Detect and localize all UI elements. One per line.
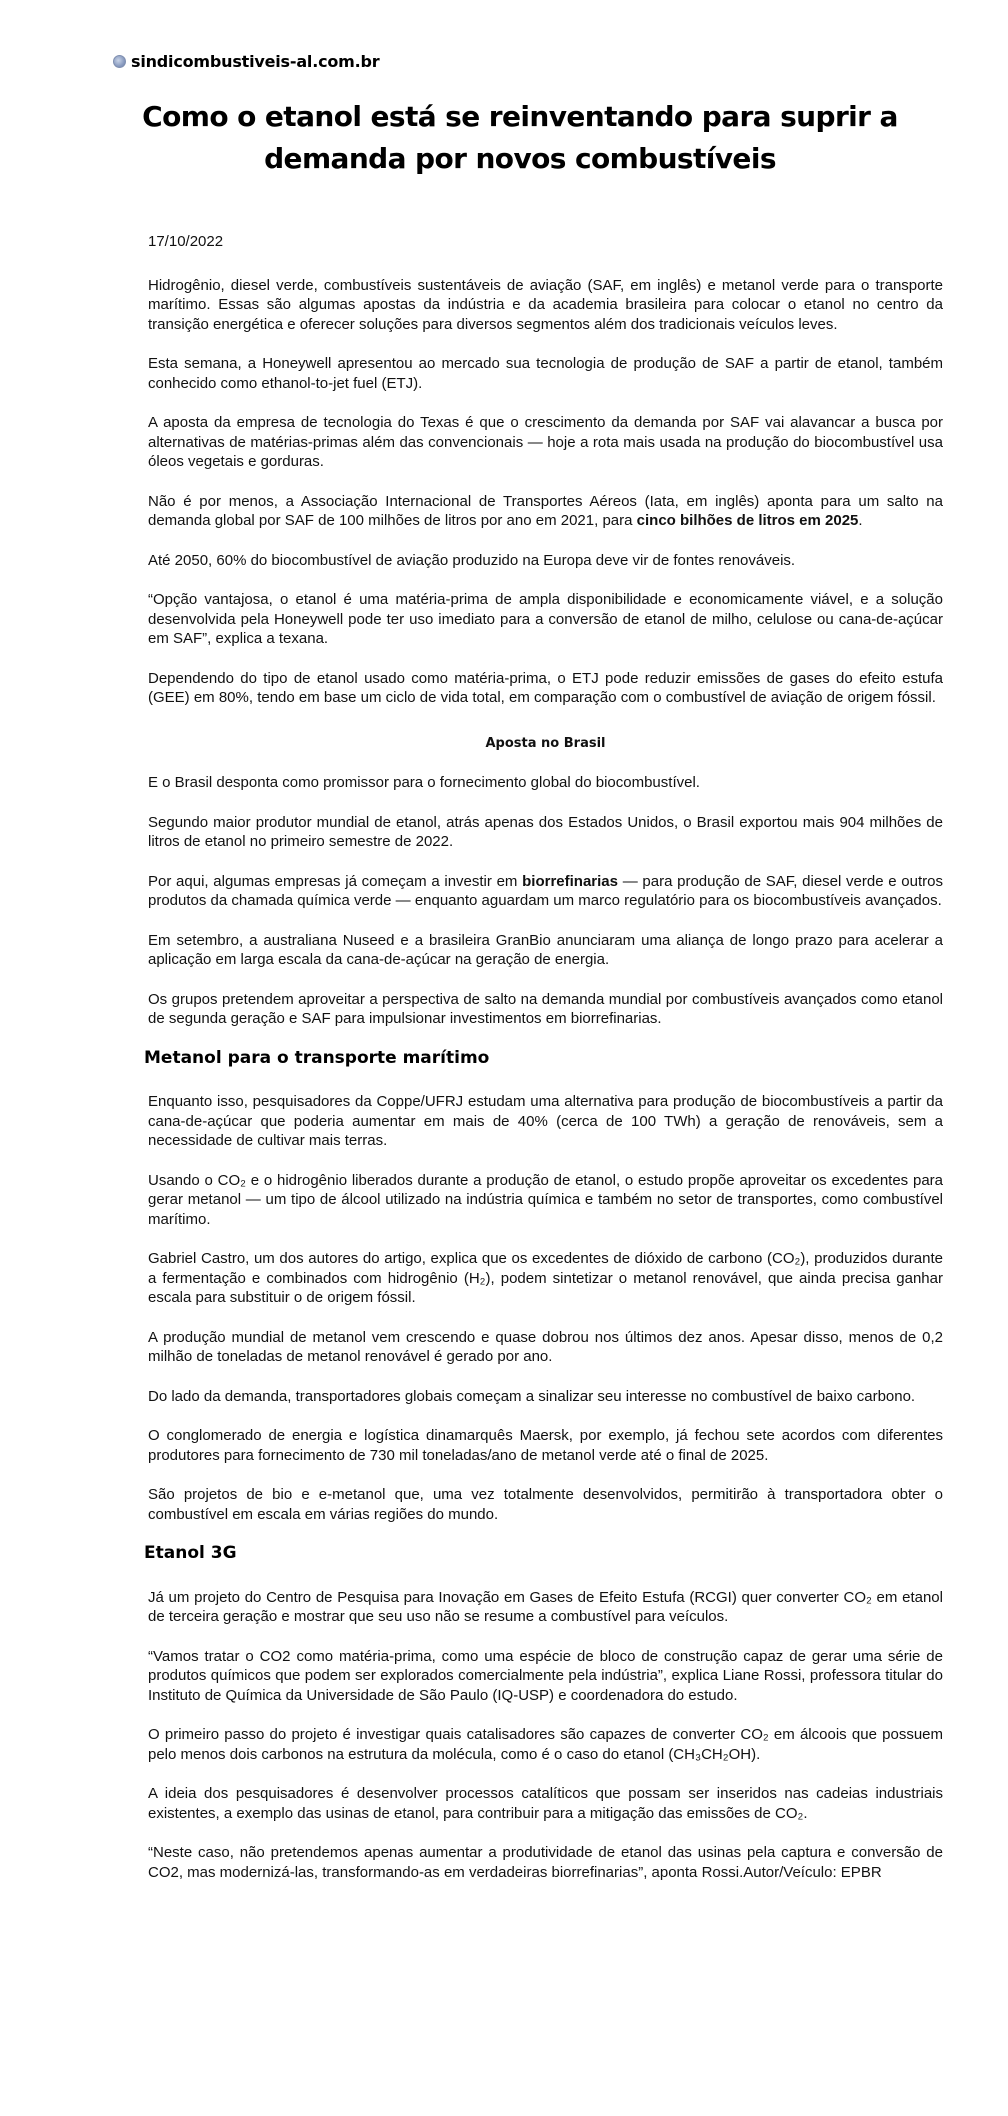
- paragraph: Dependendo do tipo de etanol usado como matéria-prima, o ETJ pode reduzir emissões de gases do efeito estufa (GEE) em 80%, tendo em base um ciclo de vida total, em comparação com o combustível de aviação de origem fóssil.: [148, 669, 943, 706]
- paragraph: Já um projeto do Centro de Pesquisa para Inovação em Gases de Efeito Estufa (RCGI) quer converter CO₂ em etanol de terceira geração e mostrar que seu uso não se resume a combustível para veículos.: [148, 1588, 943, 1625]
- paragraph: São projetos de bio e e-metanol que, uma vez totalmente desenvolvidos, permitirão à transportadora obter o combustível em escala em várias regiões do mundo.: [148, 1486, 943, 1523]
- bold-highlight: biorrefinarias: [522, 872, 618, 890]
- paragraph-text: — para produção de SAF, diesel verde e outros produtos da chamada química verde — enquanto aguardam um marco regulatório para os biocombustíveis avançados.: [148, 872, 943, 909]
- paragraph: Enquanto isso, pesquisadores da Coppe/UFRJ estudam uma alternativa para produção de biocombustíveis a partir da cana-de-açúcar que poderia aumentar em mais de 40% (cerca de 100 TWh) a geração de renováveis, sem a necessidade de cultivar mais terras.: [148, 1093, 943, 1149]
- paragraph: Em setembro, a australiana Nuseed e a brasileira GranBio anunciaram uma aliança de longo prazo para acelerar a aplicação em larga escala da cana-de-açúcar na geração de energia.: [148, 931, 943, 968]
- paragraph: Do lado da demanda, transportadores globais começam a sinalizar seu interesse no combustível de baixo carbono.: [148, 1387, 916, 1405]
- paragraph: Segundo maior produtor mundial de etanol, atrás apenas dos Estados Unidos, o Brasil exportou mais 904 milhões de litros de etanol no primeiro semestre de 2022.: [148, 813, 943, 850]
- paragraph: Esta semana, a Honeywell apresentou ao mercado sua tecnologia de produção de SAF a partir de etanol, também conhecido como ethanol-to-jet fuel (ETJ).: [148, 355, 943, 392]
- paragraph-text: Não é por menos, a Associação Internacional de Transportes Aéreos (Iata, em inglês) aponta para um salto na demanda global por SAF de 100 milhões de litros por ano em 2021, para: [148, 492, 943, 529]
- article-date: 17/10/2022: [148, 233, 224, 250]
- paragraph: Até 2050, 60% do biocombustível de aviação produzido na Europa deve vir de fontes renováveis.: [148, 551, 796, 569]
- paragraph: A aposta da empresa de tecnologia do Texas é que o crescimento da demanda por SAF vai alavancar a busca por alternativas de matérias-primas além das convencionais — hoje a rota mais usada na produção do biocombustível usa óleos vegetais e gorduras.: [148, 414, 943, 470]
- paragraph: “Opção vantajosa, o etanol é uma matéria-prima de ampla disponibilidade e economicamente viável, e a solução desenvolvida pela Honeywell pode ter uso imediato para a conversão de etanol de milho, celulose ou cana-de-açúcar em SAF”, explica a texana.: [148, 591, 943, 647]
- globe-icon: [113, 55, 126, 68]
- article-title: Como o etanol está se reinventando para suprir a demanda por novos combustíveis: [142, 100, 898, 175]
- site-header: [113, 52, 379, 71]
- bold-highlight: cinco bilhões de litros em 2025: [636, 512, 859, 529]
- paragraph: “Neste caso, não pretendemos apenas aumentar a produtividade de etanol das usinas pela captura e conversão de CO2, mas modernizá-las, transformando-as em verdadeiras biorrefinarias”, aponta Rossi.Autor/Veículo: EPBR: [148, 1844, 943, 1881]
- paragraph: [148, 872, 943, 911]
- paragraph: O conglomerado de energia e logística dinamarquês Maersk, por exemplo, já fechou sete acordos com diferentes produtores para fornecimento de 730 mil toneladas/ano de metanol verde até o final de 2025.: [148, 1427, 943, 1464]
- article-body: [144, 232, 943, 1902]
- paragraph: A ideia dos pesquisadores é desenvolver processos catalíticos que possam ser inseridos nas cadeias industriais existentes, a exemplo das usinas de etanol, para contribuir para a mitigação das emissões de CO₂.: [148, 1785, 943, 1822]
- paragraph: E o Brasil desponta como promissor para o fornecimento global do biocombustível.: [148, 774, 700, 791]
- paragraph: A produção mundial de metanol vem crescendo e quase dobrou nos últimos dez anos. Apesar disso, menos de 0,2 milhão de toneladas de metanol renovável é gerado por ano.: [148, 1328, 943, 1365]
- paragraph: “Vamos tratar o CO2 como matéria-prima, como uma espécie de bloco de construção capaz de gerar uma série de produtos químicos que podem ser explorados comercialmente pela indústria”, explica Liane Rossi, professora titular do Instituto de Química da Universidade de São Paulo (IQ-USP) e coordenadora do estudo.: [148, 1647, 943, 1704]
- paragraph: Usando o CO₂ e o hidrogênio liberados durante a produção de etanol, o estudo propõe aproveitar os excedentes para gerar metanol — um tipo de álcool utilizado na indústria química e também no setor de transportes, como combustível marítimo.: [148, 1171, 943, 1228]
- paragraph: Hidrogênio, diesel verde, combustíveis sustentáveis de aviação (SAF, em inglês) e metanol verde para o transporte marítimo. Essas são algumas apostas da indústria e da academia brasileira para colocar o etanol no centro da transição energética e oferecer soluções para diversos segmentos além dos tradicionais veículos leves.: [148, 276, 943, 333]
- section-heading: Metanol para o transporte marítimo: [144, 1047, 490, 1068]
- section-subtitle: Aposta no Brasil: [485, 735, 606, 751]
- section-heading: Etanol 3G: [144, 1543, 237, 1563]
- paragraph-text: .: [858, 512, 863, 529]
- paragraph-text: Por aqui, algumas empresas já começam a investir em: [148, 872, 523, 890]
- site-name: sindicombustiveis-al.com.br: [131, 52, 380, 71]
- paragraph: O primeiro passo do projeto é investigar quais catalisadores são capazes de converter CO₂ em álcoois que possuem pelo menos dois carbonos na estrutura da molécula, como é o caso do etanol (CH₃CH₂OH).: [148, 1726, 943, 1763]
- paragraph: Os grupos pretendem aproveitar a perspectiva de salto na demanda mundial por combustíveis avançados como etanol de segunda geração e SAF para impulsionar investimentos em biorrefinarias.: [148, 990, 943, 1027]
- paragraph: [148, 492, 943, 531]
- paragraph: Gabriel Castro, um dos autores do artigo, explica que os excedentes de dióxido de carbono (CO₂), produzidos durante a fermentação e combinados com hidrogênio (H₂), podem sintetizar o metanol renovável, que ainda precisa ganhar escala para substituir o de origem fóssil.: [148, 1250, 943, 1306]
